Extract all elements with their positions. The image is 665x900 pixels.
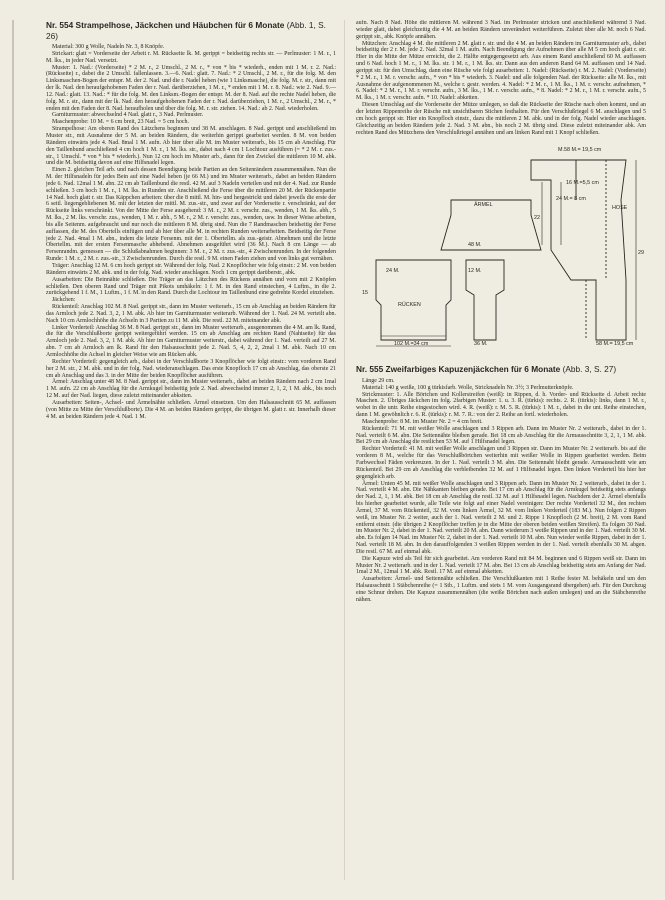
paragraph: Träger: Anschlag 12 M. 6 cm hoch gerippt str. Während der folg. Nad. 2 Knopflöcher wie folg einstr.: 2 M. von beiden Rändern einwärts 2 M. abk. und in der folg. Nad. wieder anschlagen. Noch 1 cm gerippt darüberstr., abk. (46, 263, 336, 276)
paragraph: Die Kapuze wird als Teil für sich gearbeitet. Am vorderen Rand mit 84 M. beginnen und 6 Rippen weiß str. Dann im Muster Nr. 2 weiterarb. und in der 1. Nad. verteilt 17 M. abn. Bei 13 cm ab Anschlag beidseitig stets am Anfang der Nad. 1mal 2 M., 12mal 1 M. abk. Restl. 17 M. auf einmal abketten. (356, 555, 646, 576)
paragraph: Einen 2. gleichen Teil arb. und nach dessen Beendigung beide Partien an den Seitenrändern zusammennähen. Nun die M. der Hilfsnadeln für jedes Bein auf eine Nadel heben (je 66 M.) und im Muster weiterarb., dabei an beiden Rändern jede 6. Nad. 12mal 1 M. abn. 22 cm ab Taillenbund die restl. 42 M. auf 3 Nadeln verteilen und mit der 4. Nad. zur Runde schließen. 3 cm hoch 1 M. r., 1 M. lks. in Runden str. Anschließend die Ferse über die mittleren 20 M. der Rückenpartie 14 Nad. hoch glatt r. str. Das Käppchen arbeiten: über die 8 mittl. M. hin- und hergestrickt und dabei jeweils die erste der 6 seitl. liegengebliebenen M. mit der letzten der mittl. M. zus.-str., und zwar auf der Vorderseite r. verschränkt, auf der Rückseite links verschränkt. Von der Mitte der Ferse ausgehend: 3 M. r., 2 M. r. verschr. zus., wenden, 1 M. lks. abh., 5 M. lks., 2 M. lks. verschr. zus., wenden, 1 M. r. abh., 5 M. r., 2 M. r. verschr. zus., wenden, usw. In dieser Weise arbeiten, bis alle Seitenm. aufgebraucht und nur noch die mittleren 8 M. übrig sind. Nun die 7 Randmaschen beidseitig der Ferse auffassen, die M. des Obertells einfügen und ab hier über alle M. in rechten Runden weiterarbeiten. Beidseitig der Ferse jede 2. Nad. 4mal 1 M. abn., indem die letzte Fersenm. mit der 1. Obertellm. als zus.-geistr. Abnehmen und die letzte Obertellm. mit der ersten Fersenmasche abhebend. Abnehmen ausgeführt wird (36 M.). Nach 8 cm Länge — ab Fersenrandm. gemessen — die Schlußabnahmen beginnen: 3 M. r., 2 M. r. zus.-str., 4 Zwischenrunden. In der folgenden Runde: 1 M. r., 2 M. r. zus.-str., 3 Zwischenrunden. Durch die restl. 9 M. einen Faden ziehen und von links gut vernähen. (46, 167, 336, 263)
paragraph: Garniturmuster: abwechselnd 4 Nad. glatt r., 3 Nad. Perlmuster. (52, 112, 204, 119)
paragraph: Ausarbeiten: Die Beinnähte schließen. Die Träger an das Lätzchen des Rückens annähen und vorn mit 2 Knöpfen schließen. Den oberen Rand und Träger mit Pikots umhäkeln: 1 f. M. in den Rand einstechen, 4 Luftm., in die 2. zurückgehend 1 f. M., 1 Luftm., 1 f. M. in den Rand. Durch die Lochtour im Taillenbund eine gedrehte Kordel einziehen. (46, 276, 336, 297)
pattern-554-body (46, 44, 336, 420)
paragraph: Ausarbeiten: Ärmel- und Seitennähte schließen. Die Verschlußkanten mit 1 Reihe fester M. behäkeln und um den Halsausschnitt 1 Stäbchenreihe (= 1 Stb., 1 Luftm. und stets 1 M. vom Ausgangsrand übergehen) arb. Für den Durchzug eine Schnur drehen. Die Kapuze zusammennähen (die weiße Börtchen nach außen umlegen) und an die Stäbchenreihe nähen. (356, 576, 646, 603)
label-ärmel: ÄRMEL (474, 202, 493, 209)
pattern-title: Zweifarbiges Kapuzenjäckchen für 6 Monate (385, 364, 561, 375)
paragraph: Jäckchen: (52, 297, 76, 304)
pattern-554-continued (356, 20, 646, 136)
paragraph: Rechter Vorderteil: 41 M. mit weißer Wolle anschlagen und 3 Rippen str. Dann im Muster Nr. 2 weiterarb. bis auf die vorderen 8 M., welche für das Verschlußbörtchen weiterhin mit weißer Wolle in Rippen gearbeitet werden. Beim Farbwechsel Fäden verkreuzen. In der 1. Nad. verteilt 3 M. abn. Die Seitennaht bleibt gerade. Armausschnitt wie am Rückenteil. Bei 29 cm ab Anschlag die verbleibenden 32 M. auf 1 Hilfsnadel legen. Den linken Vorderteil bis hier her gegengleich arb. (356, 446, 646, 480)
label-22: 22 (534, 215, 540, 222)
paragraph: Material: 300 g Wolle, Nadeln Nr. 3, 8 Knöpfe. (52, 44, 165, 50)
pattern-ref: (Abb. 1, S. 26) (46, 20, 326, 41)
label-16m: 16 M.=5,5 cm (566, 180, 599, 187)
left-column (46, 20, 336, 880)
label-hose: HOSE (612, 205, 628, 212)
paragraph: Ausarbeiten: Seiten-, Achsel- und Ärmelnähte schließen. Ärmel einsetzen. Um den Halsausschnitt 65 M. auffassen (von Mitte zu Mitte der Verschlußborte). Die 4 M. an beiden Rändern gerippt, die übrigen M. glatt r. str. Innerhalb dieser 4 M. an beiden Rändern jede 4. Nad. 1 M. (46, 399, 336, 420)
label-36m: 36 M. (474, 341, 488, 348)
pattern-555-body (356, 378, 646, 604)
paragraph: Ärmel: Unten 45 M. mit weißer Wolle anschlagen und 3 Rippen arb. Dann im Muster Nr. 2 weiterarb., dabei in der 1. Nad. verteilt 4 M. abn. Die Nähkanten bleiben gerade. Bei 17 cm ab Anschlag für die Armkugel beidseitig stets anfangs der Nad. 2, 1, 1 M. abk. Bei 18 cm ab Anschlag die restl. 32 M. auf 1 Hilfsnadel legen. Nachdem der 2. Ärmel ebenfalls bis hierher gearbeitet wurde, alle Teile wie folgt auf einer Nadel vereinigen: Der rechte Vorderteil 32 M., den rechten Ärmel, 37 M. vom Rückenteil, 32 M. vom linken Ärmel, 32 M. vom linken Vorderteil (183 M.). Nun folgen 2 Rippen weiß, im Muster Nr. 2 weiter, auch der 1. Nad. verteilt 2 M. und 2. Rippe 1 Knopfloch (2 M. breit), 2 M. vom Rand entfernt einstr. (die übrigen 2 Knopflöcher treffen je in die Mitte der oberen beiden weißen Streifen). Es folgen 30 Nad. im Muster Nr. 2, dabei in der 1. Nad. verteilt 20 M. abn. Dann wiederum 3 weiße Rippen und in der 1. Nad. verteilt 30 M. abn. Es folgen 14 Nad. im Muster Nr. 2, dabei in der 1. Nad. verteilt 10 M. abn. Nun wieder weiße Rippen, dabei in der 1. Nad. verteilt 18 M. abn. In den darauffolgenden 3 weißen Rippen werden in der 1. Nad. verteilt ebenfalls 30 M. abgen. Die restl. 67 M. auf einmal abk. (356, 480, 646, 555)
label-rücken: RÜCKEN (398, 302, 421, 309)
label-58m: M.58 M.= 19,5 cm (558, 147, 602, 154)
paragraph: Muster: 1. Nad.: (Vorderseite) * 2 M. r., 2 Umschl., 2 M. r., * von * bis * wiederh., enden mit 1 M. r. 2. Nad.: (Rückseite) r., dabei die 2 Umschl. fallenlassen. 3.—6. Nad.: glatt. 7. Nad.: * 2 Umschl., 2 M. r., für die folg. M. den Linksmaschen-Bogen der entspr. M. der 2. Nad. und die r. Nadel heben (wie 1 Linksmasche), die folg. M. r. str., dann mit der lk. Nad. den heraufgehobenen Faden der r. Nad. darüberziehen, 1 M. r., * enden mit 1 M. r. 8. Nad.: wie 2. Nad. 9.—12. Nad.: glatt. 13. Nad.: * für die folg. M. den Linksm.-Bogen der entspr. M. der 8. Nad. auf die rechte Nadel heben, die folg. M. r. str., dann mit der lk. Nad. den heraufgehobenen Faden der r. Nad. darüberziehen, 1 M. r., 2 Umschl., 2 M. r., * enden mit den Faden der 8. Nad. heraufholen und über die folg. M. r. str. ziehen. 14. Nad.: ab 2. Nad. wiederholen. (46, 64, 336, 112)
label-24m: 24 M. (386, 268, 400, 275)
label-24m-8cm: 24 M.= 8 cm (556, 196, 586, 203)
paragraph: Rückenteil: 71 M. mit weißer Wolle anschlagen und 3 Rippen arb. Dann im Muster Nr. 2 weiterarb., dabei in der 1. Nad. verteilt 6 M. abn. Die Seitennähte bleiben gerade. Bei 18 cm ab Anschlag für die Armausschnitte 3, 2, 1, 1 M. abk. Bei 29 cm ab Anschlag die restlichen 53 M. auf 1 Hilfsnadel legen. (356, 425, 646, 446)
pattern-number: Nr. 555 (356, 364, 384, 375)
column-divider (344, 20, 345, 880)
label-12m: 12 M. (468, 268, 482, 275)
knitting-schematic (356, 140, 646, 358)
paragraph: Maschenprobe: 8 M. im Muster Nr. 2 = 4 cm breit. (362, 418, 483, 425)
paragraph: Strickart: glatt = Vorderseite der Arbeit r. M. Rückseite lk. M. gerippt = beidseitig rechts str. — Perlmuster: 1 M. r., 1 M. lks., in jeder Nad. versetzt. (46, 50, 336, 64)
paragraph: Rechter Vorderteil: gegengleich arb., dabei in der Verschlußborte 3 Knopflöcher wie folgt einstr.: vom vorderen Rand her 2 M. str., 2 M. abk. und in der folg. Nad. wiederanschlagen. Das erste Knopfloch 17 cm ab Anschlag, das oberste 21 cm ab Anschlag und das 3. in der Mitte der beiden Knopflöcher ausführen. (46, 358, 336, 379)
label-58m-bottom: 58 M.= 19,5 cm (596, 341, 634, 348)
paragraph: Strickmuster: 1. Alle Börtchen und Kollerstreifen (weiß): in Rippen, d. h. Vorder- und Rückseite d. Arbeit rechte Maschen. 2. Übriges Jäckchen im folg. 2farbigen Muster: 1. u. 3. R. (türkis): rechts. 2. R. (türkis): links, dann 1 M. r., wobei in die untr. Reihe eingestochen wird. 4. R. (weiß): r. M. 5. R. (türkis): 1 M. r., dabei in die unt. Reihe einstechen, dann 1 M. gewöhnlich r. 6. R. (türkis): r. M. 7. R.: von der 2. Reihe an fortl. wiederholen. (356, 391, 646, 419)
paragraph: Material: 140 g weiße, 100 g türkisfarb. Wolle, Stricknadeln Nr. 3½; 3 Perlmutterknöpfe. (362, 384, 574, 391)
paragraph: Maschenprobe: 10 M. = 6 cm breit, 23 Nad. = 5 cm hoch. (52, 119, 189, 126)
label-102m: 102 M.=34 cm (394, 341, 429, 348)
label-29: 29 (638, 250, 644, 257)
paragraph: Diesen Umschlag auf die Vorderseite der Mütze umlegen, so daß die Rückseite der Rüsche nach oben kommt, und an der letzten Rippenreihe der Rüsche mit unsichtbaren Stichen festhalten. Für den Verschlußriegel 6 M. anschlagen und 5 cm hoch gerippt str. Hier ein Knopfloch einstr., dazu die mittleren 2 M. abk. und in der folg. Nadel wieder anschlagen. Gleichzeitig an beiden Rändern jede 2. Nad. 3 M. abn., bis noch 2 M. übrig sind. Diese zuletzt miteinander abk. Am rechten Rand des Mützchens den Verschlußriegel annähen und am linken Rand mit 1 Knopf schließen. (356, 102, 646, 136)
right-column (356, 20, 646, 880)
pattern-number: Nr. 554 (46, 20, 74, 30)
paragraph: Ärmel: Anschlag unter 48 M. 8 Nad. gerippt str., dann im Muster weiterarb., dabei an beiden Rändern nach 2 cm 1mal 1 M. aufn. 22 cm ab Anschlag für die Armkugel beidseitig jede 2. Nad. abwechselnd immer 2, 1, 2, 1 M. abk., bis noch 12 M. auf der Nad. liegen, diese zuletzt miteinander abkstten. (46, 379, 336, 400)
paragraph: Linker Vorderteil: Anschlag 36 M. 8 Nad. gerippt str., dann im Muster weiterarb., ausgenommen die 4 M. am lk. Rand, die für die Verschlußborte gerippt weitergeführt werden. 15 cm ab Anschlag am rechten Rand (Nahtseite) für das Armloch jede 2. Nad. 3, 2, 1 M. abk. Ab hier im Garniturmuster weiterstr., dabei während der 1. Nad. verteilt auf 27 M. abn. 7 cm ab Armloch am lk. Rand für den Halsausschnitt jede 2. Nad. 5, 4, 2, 2, 2mal 1 M. abk. Nach 10 cm Armlochhöhe die Achsel in gleicher Weise wie am Rücken abk. (46, 324, 336, 358)
paragraph: Strampelhose: Am oberen Rand des Lätzchens beginnen und 38 M. anschlagen. 8 Nad. gerippt und anschließend im Muster str., mit Ausnahme der 5 M. an beiden Rändern, die weiterhin gerippt gearbeitet werden. 8 M. von beiden Rändern einwärts jede 4. Nad. 8mal 1 M. aufn. Ab hier über alle M. im Muster weiterarb., bis 15 cm ab Anschlag. Für den Taillenbund anschließend 4 cm hoch 1 M. r., 1 M. lks. str., dabei nach 4 cm 1 Lochtour ausführen (= * 2 M. r. zus.-str., 1 Umschl. * von * bis * wiederh.). Nun 12 cm hoch im Muster arb., dann für den Zwickel die mittleren 10 M. abk. und die M. beidseitig davon auf eine Hilfsnadel legen. (46, 126, 336, 167)
paragraph: Länge 29 cm. (362, 377, 395, 384)
pattern-555-header (356, 364, 646, 375)
label-15: 15 (362, 290, 368, 297)
pattern-ref: (Abb. 3, S. 27) (562, 364, 617, 375)
page-edge-shadow (12, 20, 14, 880)
label-48m: 48 M. (468, 242, 482, 249)
paragraph: Rückenteil: Anschlag 102 M. 8 Nad. gerippt str., dann im Muster weiterarb., 15 cm ab Anschlag an beiden Rändern für das Armloch jede 2. Nad. 3, 2, 1 M. abk. Ab hier im Garniturmuster weiterarb. Während der 1. Nad. 24 M. verteilt abn. Nach 10 cm Armlochhöhe die Achseln in 3 Partien zu 11 M. abk. Die restl. 22 M. miteinander abk. (46, 304, 336, 324)
schematic-drawing (356, 140, 646, 358)
paragraph: Mützchen: Anschlag 4 M. die mittleren 2 M. glatt r. str. und die 4 M. an beiden Rändern im Garniturmuster arb., dabei beidseitig der 2 r. M. jede 2. Nad. 32mal 1 M. aufn. Nach Beendigung der Aufnehmen über alle M 5 cm hoch glatt r. str. Hier in die Mitte der Mütze erreicht, die 2. Hälfte entgegengesetzt arb. Aus einem Rand anschließend 60 M. auffassen und 6 Nad. hoch 1 M. r., 1 M. lks. str. 1 M. r., 1 M. lks. str. Dann aus den anderen Rand 64 M. auffassen und 14 Nad. gerippt str. für den Umschlag, dann eine Rüsche wie folgt ausarbeiten: 1. Nadel: (Rückseite) r. M. 2. Nadel: (Vorderseite) * 2 M. r., 1 M. r. verschr. aufn., * von * bis * wiederh. 3. Nadel: und alle folgenden Nad. der Rückseite: alle M. lks., mit Ausnahme der aufgenommenen M., welche r. gestr. werden. 4. Nadel: * 2 M. r., 1 M. lks., 1 M. r. verschr. aufnehmen, * 6. Nadel: * 2 M. r., 1 M. r. verschr. aufn., 3 M. lks., 1 M. r. verschr. aufn., * 8. Nadel: * 2 M. r., 1 M. r. verschr. aufn., 5 M. lks., 1 M. r. verschr. aufn. * 10. Nadel: abketten. (356, 40, 646, 102)
pattern-title: Strampelhose, Jäckchen und Häubchen für 6 Monate (75, 20, 285, 30)
paragraph: aufn. Nach 8 Nad. Höhe die mittleren M. während 3 Nad. im Perlmuster stricken und anschließend während 3 Nad. wieder glatt, dabei gleichzeitig die 4 M. an beiden Rändern unverändert weiterführen. Zuletzt über alle M. noch 6 Nad. gerippt str., abk. Knöpfe annähen. (356, 20, 646, 40)
pattern-554-header (46, 20, 336, 41)
